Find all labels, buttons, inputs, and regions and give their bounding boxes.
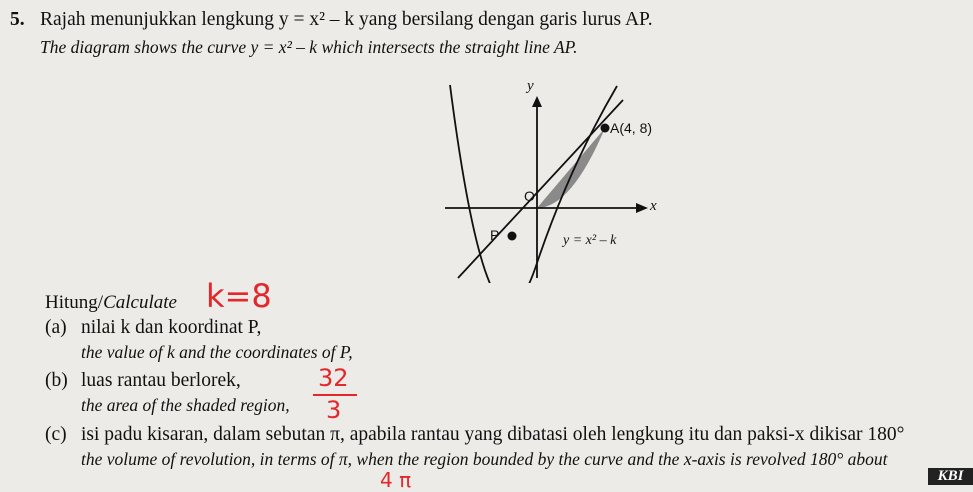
part-a-text-en: the value of k and the coordinates of P, <box>81 342 353 362</box>
part-b-label: (b) <box>45 370 68 391</box>
y-axis-label: y <box>527 78 534 94</box>
handwritten-k-answer: k=8 <box>206 277 272 315</box>
shaded-region <box>537 128 605 208</box>
question-text-ms: Rajah menunjukkan lengkung y = x² – k yang bersilang dengan garis lurus AP. <box>40 9 653 30</box>
y-axis-arrow-icon <box>532 96 542 107</box>
part-a-label: (a) <box>45 317 67 338</box>
question-text-en: The diagram shows the curve y = x² – k which intersects the straight line AP. <box>40 37 578 57</box>
part-a-text-ms: nilai k dan koordinat P, <box>81 317 262 338</box>
point-p-label: P <box>490 227 500 243</box>
part-c-text-ms: isi padu kisaran, dalam sebutan π, apabila rantau yang dibatasi oleh lengkung itu dan paksi-x dikisar 180° <box>81 424 905 445</box>
origin-label: O <box>524 188 535 204</box>
point-p-dot <box>508 232 517 241</box>
handwritten-bottom-note: 4 π <box>380 468 412 492</box>
corner-badge: KBI <box>928 468 973 485</box>
curve-line-diagram <box>440 78 680 283</box>
calculate-heading <box>45 292 177 314</box>
x-axis-label: x <box>650 198 657 214</box>
handwritten-area-numerator: 32 <box>318 364 349 392</box>
part-c-text-en: the volume of revolution, in terms of π, when the region bounded by the curve and the x-axis is revolved 180° about <box>81 449 888 469</box>
point-a-label: A(4, 8) <box>610 120 653 136</box>
calculate-en: Calculate <box>103 292 177 313</box>
curve-label: y = x² – k <box>563 233 617 248</box>
parabola-curve <box>450 85 617 283</box>
calculate-ms: Hitung/ <box>45 292 104 313</box>
point-a-dot <box>601 124 610 133</box>
x-axis-arrow-icon <box>636 203 648 213</box>
handwritten-area-denominator: 3 <box>326 396 342 424</box>
part-b-text-ms: luas rantau berlorek, <box>81 370 241 391</box>
question-number: 5. <box>10 9 25 30</box>
part-c-label: (c) <box>45 424 67 445</box>
part-b-text-en: the area of the shaded region, <box>81 395 290 415</box>
